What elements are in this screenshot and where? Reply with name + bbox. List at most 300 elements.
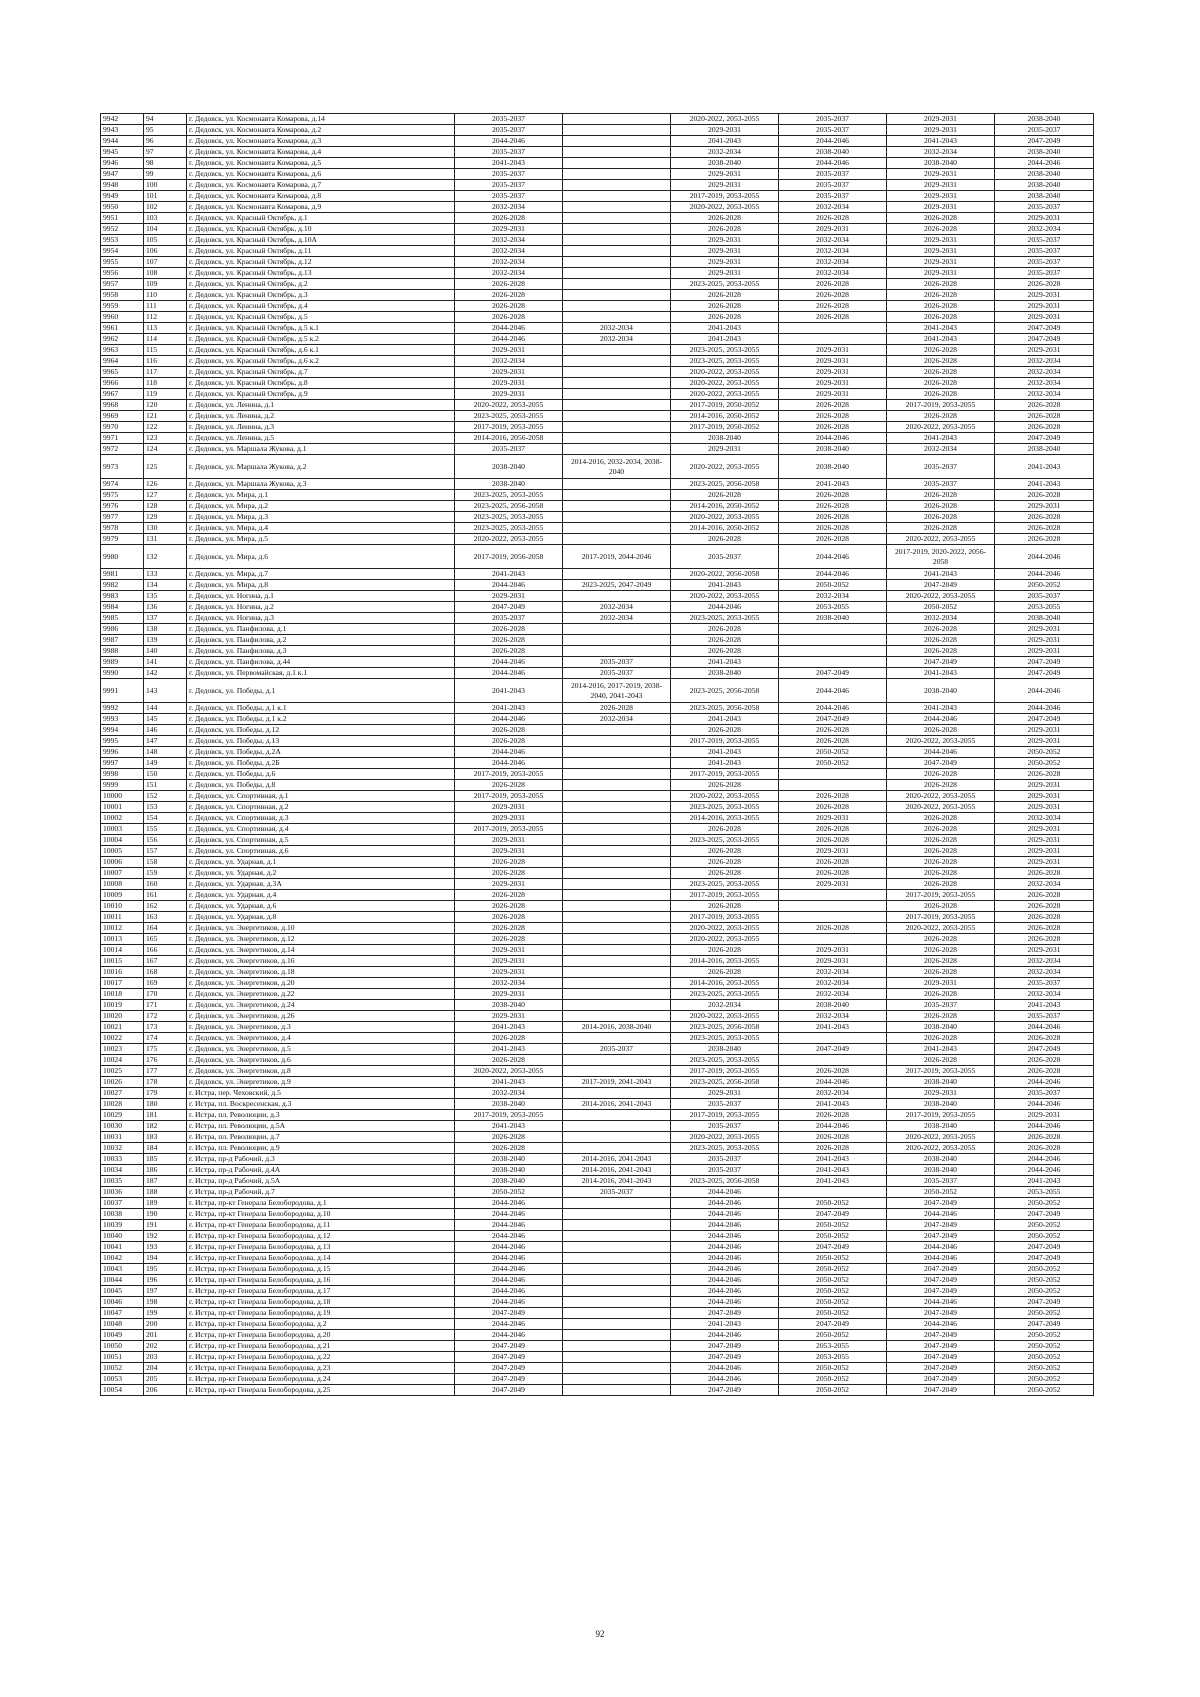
period-3-cell: 2020-2022, 2053-2055 [671,114,779,125]
period-5-cell: 2026-2028 [887,824,995,835]
period-2-cell [563,158,671,169]
address-cell: г. Истра, пр-кт Генерала Белобородова, д.17 [187,1286,455,1297]
address-cell: г. Дедовск, ул. Спортивная, д.2 [187,802,455,813]
row-number-cell: 9966 [101,378,144,389]
item-number-cell: 149 [144,758,187,769]
period-4-cell: 2050-2052 [779,580,887,591]
item-number-cell: 187 [144,1176,187,1187]
period-1-cell: 2029-2031 [455,813,563,824]
period-4-cell: 2050-2052 [779,747,887,758]
period-1-cell: 2032-2034 [455,257,563,268]
row-number-cell: 9942 [101,114,144,125]
period-6-cell: 2032-2034 [995,378,1094,389]
period-3-cell: 2020-2022, 2053-2055 [671,512,779,523]
period-1-cell: 2029-2031 [455,879,563,890]
address-cell: г. Истра, пр-кт Генерала Белобородова, д.12 [187,1231,455,1242]
item-number-cell: 204 [144,1363,187,1374]
row-number-cell: 9983 [101,591,144,602]
period-1-cell: 2023-2025, 2053-2055 [455,411,563,422]
period-6-cell: 2029-2031 [995,624,1094,635]
item-number-cell: 133 [144,569,187,580]
period-5-cell: 2050-2052 [887,1187,995,1198]
period-5-cell: 2032-2034 [887,613,995,624]
period-2-cell [563,512,671,523]
period-5-cell: 2047-2049 [887,1198,995,1209]
period-2-cell: 2032-2034 [563,714,671,725]
period-5-cell: 2026-2028 [887,857,995,868]
period-2-cell [563,945,671,956]
address-cell: г. Дедовск, ул. Красный Октябрь, д.9 [187,389,455,400]
table-row [101,1110,1094,1121]
period-6-cell: 2047-2049 [995,1297,1094,1308]
period-6-cell: 2047-2049 [995,136,1094,147]
period-3-cell: 2044-2046 [671,1264,779,1275]
period-2-cell [563,780,671,791]
item-number-cell: 112 [144,312,187,323]
period-2-cell [563,279,671,290]
row-number-cell: 9956 [101,268,144,279]
period-4-cell [779,769,887,780]
period-6-cell: 2026-2028 [995,1055,1094,1066]
row-number-cell: 10053 [101,1374,144,1385]
table-row [101,1286,1094,1297]
period-1-cell: 2026-2028 [455,780,563,791]
row-number-cell: 10013 [101,934,144,945]
period-4-cell [779,635,887,646]
period-6-cell: 2026-2028 [995,523,1094,534]
period-6-cell: 2044-2046 [995,158,1094,169]
period-2-cell [563,290,671,301]
period-6-cell: 2035-2037 [995,246,1094,257]
row-number-cell: 9991 [101,679,144,703]
item-number-cell: 107 [144,257,187,268]
period-2-cell [563,591,671,602]
period-1-cell: 2044-2046 [455,1242,563,1253]
period-4-cell: 2026-2028 [779,490,887,501]
row-number-cell: 10038 [101,1209,144,1220]
row-number-cell: 9976 [101,501,144,512]
address-cell: г. Дедовск, ул. Победы, д.6 [187,769,455,780]
period-5-cell: 2026-2028 [887,389,995,400]
table-row [101,868,1094,879]
address-cell: г. Истра, пр-кт Генерала Белобородова, д.18 [187,1297,455,1308]
address-cell: г. Дедовск, ул. Спортивная, д.4 [187,824,455,835]
period-5-cell: 2017-2019, 2053-2055 [887,1110,995,1121]
period-4-cell [779,890,887,901]
address-cell: г. Истра, пр-кт Генерала Белобородова, д.10 [187,1209,455,1220]
period-3-cell: 2044-2046 [671,1275,779,1286]
address-cell: г. Дедовск, ул. Победы, д.1 к.2 [187,714,455,725]
period-3-cell: 2020-2022, 2053-2055 [671,455,779,479]
period-2-cell [563,180,671,191]
period-1-cell: 2041-2043 [455,569,563,580]
item-number-cell: 197 [144,1286,187,1297]
table-row [101,879,1094,890]
period-4-cell: 2038-2040 [779,147,887,158]
address-cell: г. Истра, пр-кт Генерала Белобородова, д.11 [187,1220,455,1231]
period-6-cell: 2035-2037 [995,125,1094,136]
period-6-cell: 2029-2031 [995,646,1094,657]
row-number-cell: 10035 [101,1176,144,1187]
period-5-cell: 2026-2028 [887,523,995,534]
item-number-cell: 164 [144,923,187,934]
period-2-cell [563,125,671,136]
period-4-cell: 2041-2043 [779,1022,887,1033]
period-3-cell: 2044-2046 [671,1209,779,1220]
row-number-cell: 9992 [101,703,144,714]
table-row [101,235,1094,246]
table-body [101,114,1094,1396]
period-1-cell: 2044-2046 [455,1275,563,1286]
period-1-cell: 2017-2019, 2053-2055 [455,769,563,780]
period-1-cell: 2026-2028 [455,290,563,301]
period-6-cell: 2035-2037 [995,1088,1094,1099]
period-1-cell: 2026-2028 [455,857,563,868]
period-5-cell: 2026-2028 [887,879,995,890]
period-5-cell: 2044-2046 [887,1319,995,1330]
item-number-cell: 178 [144,1077,187,1088]
period-5-cell: 2044-2046 [887,1297,995,1308]
period-4-cell: 2026-2028 [779,824,887,835]
period-4-cell: 2047-2049 [779,1319,887,1330]
address-cell: г. Дедовск, ул. Энергетиков, д.4 [187,1033,455,1044]
period-2-cell [563,490,671,501]
period-1-cell: 2029-2031 [455,945,563,956]
period-4-cell: 2026-2028 [779,312,887,323]
period-3-cell: 2020-2022, 2053-2055 [671,934,779,945]
period-2-cell [563,736,671,747]
period-2-cell [563,1011,671,1022]
period-5-cell: 2026-2028 [887,213,995,224]
period-5-cell: 2026-2028 [887,901,995,912]
period-4-cell: 2038-2040 [779,444,887,455]
item-number-cell: 105 [144,235,187,246]
item-number-cell: 188 [144,1187,187,1198]
row-number-cell: 9964 [101,356,144,367]
period-5-cell: 2041-2043 [887,323,995,334]
period-6-cell: 2041-2043 [995,479,1094,490]
address-cell: г. Дедовск, ул. Красный Октябрь, д.4 [187,301,455,312]
period-6-cell: 2047-2049 [995,323,1094,334]
period-3-cell: 2026-2028 [671,967,779,978]
item-number-cell: 131 [144,534,187,545]
row-number-cell: 9997 [101,758,144,769]
period-4-cell: 2050-2052 [779,1297,887,1308]
period-6-cell: 2029-2031 [995,824,1094,835]
table-row [101,367,1094,378]
item-number-cell: 175 [144,1044,187,1055]
table-row [101,747,1094,758]
period-3-cell: 2029-2031 [671,257,779,268]
row-number-cell: 10041 [101,1242,144,1253]
item-number-cell: 184 [144,1143,187,1154]
item-number-cell: 166 [144,945,187,956]
period-6-cell: 2047-2049 [995,1242,1094,1253]
period-3-cell: 2014-2016, 2050-2052 [671,411,779,422]
period-1-cell: 2026-2028 [455,646,563,657]
address-cell: г. Дедовск, ул. Ударная, д.4 [187,890,455,901]
period-3-cell: 2044-2046 [671,1187,779,1198]
table-row [101,1220,1094,1231]
period-1-cell: 2044-2046 [455,1209,563,1220]
period-1-cell: 2038-2040 [455,1176,563,1187]
period-2-cell: 2023-2025, 2047-2049 [563,580,671,591]
item-number-cell: 103 [144,213,187,224]
period-6-cell: 2026-2028 [995,912,1094,923]
table-row [101,545,1094,569]
item-number-cell: 177 [144,1066,187,1077]
period-3-cell: 2041-2043 [671,657,779,668]
period-1-cell: 2044-2046 [455,580,563,591]
period-6-cell: 2029-2031 [995,301,1094,312]
period-4-cell: 2053-2055 [779,1352,887,1363]
table-row [101,512,1094,523]
period-3-cell: 2023-2025, 2053-2055 [671,345,779,356]
period-4-cell: 2026-2028 [779,301,887,312]
period-6-cell: 2044-2046 [995,1121,1094,1132]
table-row [101,1143,1094,1154]
period-6-cell: 2044-2046 [995,679,1094,703]
period-6-cell: 2038-2040 [995,169,1094,180]
period-6-cell: 2047-2049 [995,1209,1094,1220]
period-2-cell [563,1220,671,1231]
table-row [101,679,1094,703]
period-5-cell: 2044-2046 [887,714,995,725]
period-1-cell: 2050-2052 [455,1187,563,1198]
item-number-cell: 165 [144,934,187,945]
period-3-cell: 2047-2049 [671,1308,779,1319]
period-4-cell: 2026-2028 [779,400,887,411]
address-cell: г. Дедовск, ул. Энергетиков, д.16 [187,956,455,967]
period-5-cell: 2026-2028 [887,367,995,378]
row-number-cell: 9993 [101,714,144,725]
period-2-cell: 2014-2016, 2041-2043 [563,1099,671,1110]
period-4-cell: 2026-2028 [779,736,887,747]
period-2-cell [563,378,671,389]
row-number-cell: 10000 [101,791,144,802]
row-number-cell: 10050 [101,1341,144,1352]
item-number-cell: 206 [144,1385,187,1396]
period-5-cell: 2047-2049 [887,1275,995,1286]
period-1-cell: 2044-2046 [455,668,563,679]
period-1-cell: 2032-2034 [455,246,563,257]
period-4-cell: 2026-2028 [779,411,887,422]
period-3-cell: 2026-2028 [671,635,779,646]
period-2-cell [563,1286,671,1297]
item-number-cell: 115 [144,345,187,356]
period-1-cell: 2044-2046 [455,1330,563,1341]
period-6-cell: 2029-2031 [995,312,1094,323]
period-6-cell: 2032-2034 [995,389,1094,400]
address-cell: г. Истра, пл. Революции, д.9 [187,1143,455,1154]
period-5-cell: 2032-2034 [887,444,995,455]
period-1-cell: 2038-2040 [455,1099,563,1110]
period-4-cell: 2053-2055 [779,602,887,613]
address-cell: г. Дедовск, ул. Ударная, д.3А [187,879,455,890]
row-number-cell: 9945 [101,147,144,158]
table-row [101,714,1094,725]
period-4-cell: 2029-2031 [779,356,887,367]
period-4-cell: 2026-2028 [779,523,887,534]
period-4-cell: 2044-2046 [779,136,887,147]
item-number-cell: 102 [144,202,187,213]
period-1-cell: 2044-2046 [455,1253,563,1264]
period-4-cell: 2035-2037 [779,180,887,191]
period-5-cell: 2029-2031 [887,125,995,136]
address-cell: г. Истра, пр-кт Генерала Белобородова, д.14 [187,1253,455,1264]
period-1-cell: 2044-2046 [455,1297,563,1308]
period-6-cell: 2029-2031 [995,857,1094,868]
row-number-cell: 9970 [101,422,144,433]
row-number-cell: 9955 [101,257,144,268]
period-2-cell [563,422,671,433]
table-row [101,169,1094,180]
table-row [101,389,1094,400]
row-number-cell: 10002 [101,813,144,824]
period-4-cell: 2032-2034 [779,978,887,989]
item-number-cell: 152 [144,791,187,802]
table-row [101,901,1094,912]
period-3-cell: 2026-2028 [671,534,779,545]
item-number-cell: 126 [144,479,187,490]
item-number-cell: 151 [144,780,187,791]
period-6-cell: 2044-2046 [995,1154,1094,1165]
period-6-cell: 2026-2028 [995,400,1094,411]
period-6-cell: 2029-2031 [995,213,1094,224]
table-row [101,1264,1094,1275]
row-number-cell: 10046 [101,1297,144,1308]
period-4-cell: 2032-2034 [779,1011,887,1022]
table-row [101,1000,1094,1011]
period-1-cell: 2017-2019, 2056-2058 [455,545,563,569]
period-1-cell: 2029-2031 [455,224,563,235]
period-5-cell: 2029-2031 [887,180,995,191]
row-number-cell: 10036 [101,1187,144,1198]
item-number-cell: 167 [144,956,187,967]
period-3-cell: 2029-2031 [671,268,779,279]
period-2-cell: 2014-2016, 2041-2043 [563,1176,671,1187]
period-6-cell: 2026-2028 [995,490,1094,501]
period-6-cell: 2038-2040 [995,613,1094,624]
address-cell: г. Дедовск, ул. Ленина, д.1 [187,400,455,411]
row-number-cell: 10011 [101,912,144,923]
row-number-cell: 9950 [101,202,144,213]
period-3-cell: 2029-2031 [671,180,779,191]
item-number-cell: 200 [144,1319,187,1330]
period-2-cell [563,400,671,411]
period-5-cell: 2026-2028 [887,846,995,857]
table-row [101,501,1094,512]
row-number-cell: 9981 [101,569,144,580]
period-4-cell: 2041-2043 [779,1154,887,1165]
row-number-cell: 9949 [101,191,144,202]
row-number-cell: 10031 [101,1132,144,1143]
period-4-cell: 2026-2028 [779,1143,887,1154]
period-4-cell: 2026-2028 [779,512,887,523]
table-row [101,835,1094,846]
period-2-cell [563,501,671,512]
row-number-cell: 10014 [101,945,144,956]
period-2-cell [563,213,671,224]
period-2-cell [563,956,671,967]
item-number-cell: 195 [144,1264,187,1275]
period-2-cell [563,389,671,400]
table-row [101,989,1094,1000]
period-6-cell: 2050-2052 [995,1198,1094,1209]
period-3-cell: 2026-2028 [671,945,779,956]
period-6-cell: 2035-2037 [995,202,1094,213]
period-1-cell: 2029-2031 [455,967,563,978]
period-4-cell [779,780,887,791]
period-6-cell: 2026-2028 [995,868,1094,879]
period-4-cell: 2029-2031 [779,846,887,857]
period-1-cell: 2014-2016, 2056-2058 [455,433,563,444]
table-row [101,246,1094,257]
period-5-cell: 2044-2046 [887,1242,995,1253]
period-3-cell: 2047-2049 [671,1385,779,1396]
period-3-cell: 2017-2019, 2050-2052 [671,400,779,411]
period-2-cell [563,147,671,158]
table-row [101,378,1094,389]
period-6-cell: 2038-2040 [995,147,1094,158]
period-5-cell: 2047-2049 [887,1385,995,1396]
period-2-cell [563,791,671,802]
period-6-cell: 2050-2052 [995,1341,1094,1352]
item-number-cell: 182 [144,1121,187,1132]
period-4-cell: 2050-2052 [779,1330,887,1341]
period-4-cell: 2032-2034 [779,1088,887,1099]
period-2-cell [563,967,671,978]
table-row [101,624,1094,635]
row-number-cell: 10005 [101,846,144,857]
period-6-cell: 2038-2040 [995,180,1094,191]
item-number-cell: 176 [144,1055,187,1066]
address-cell: г. Дедовск, ул. Панфилова, д.1 [187,624,455,635]
period-4-cell: 2026-2028 [779,868,887,879]
item-number-cell: 124 [144,444,187,455]
period-2-cell [563,923,671,934]
item-number-cell: 194 [144,1253,187,1264]
period-2-cell [563,1330,671,1341]
table-row [101,422,1094,433]
period-1-cell: 2020-2022, 2053-2055 [455,400,563,411]
address-cell: г. Дедовск, ул. Маршала Жукова, д.1 [187,444,455,455]
period-1-cell: 2047-2049 [455,602,563,613]
period-4-cell: 2032-2034 [779,257,887,268]
period-1-cell: 2029-2031 [455,345,563,356]
table-row [101,613,1094,624]
period-1-cell: 2026-2028 [455,301,563,312]
period-6-cell: 2026-2028 [995,1132,1094,1143]
period-3-cell: 2023-2025, 2056-2058 [671,703,779,714]
period-5-cell: 2026-2028 [887,989,995,1000]
period-1-cell: 2023-2025, 2053-2055 [455,523,563,534]
row-number-cell: 9974 [101,479,144,490]
table-row [101,1187,1094,1198]
period-5-cell: 2026-2028 [887,934,995,945]
period-2-cell [563,1319,671,1330]
address-cell: г. Дедовск, ул. Энергетиков, д.24 [187,1000,455,1011]
period-1-cell: 2047-2049 [455,1374,563,1385]
item-number-cell: 121 [144,411,187,422]
period-1-cell: 2029-2031 [455,846,563,857]
table-row [101,433,1094,444]
period-4-cell: 2050-2052 [779,1275,887,1286]
period-1-cell: 2035-2037 [455,191,563,202]
period-1-cell: 2041-2043 [455,1077,563,1088]
address-cell: г. Истра, пл. Воскресенская, д.3 [187,1099,455,1110]
period-3-cell: 2044-2046 [671,1253,779,1264]
